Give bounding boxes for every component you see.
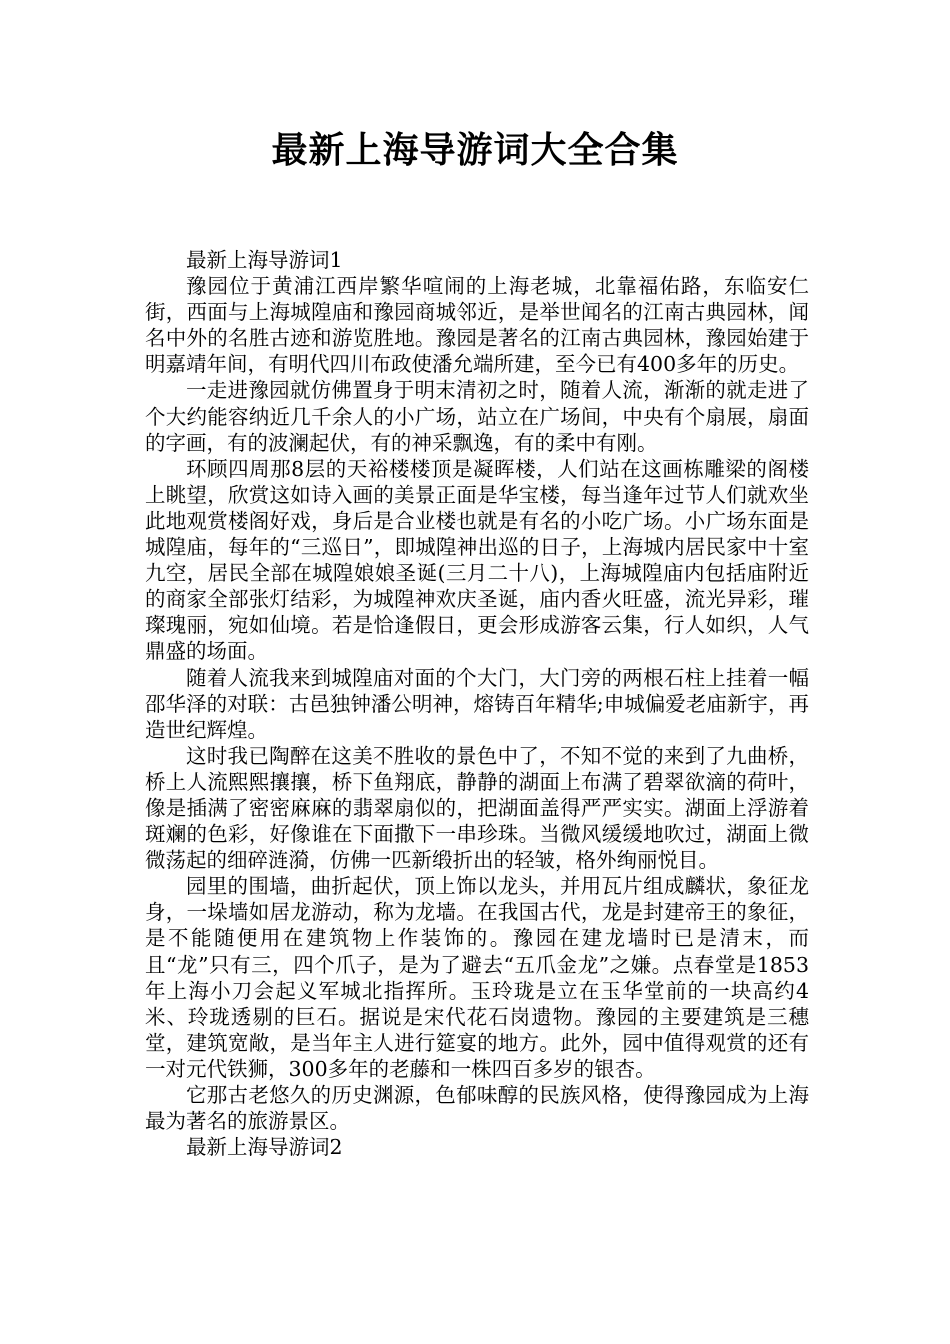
document-body (145, 247, 809, 1160)
document-title: 最新上海导游词大全合集 (271, 130, 679, 171)
paragraph: 豫园位于黄浦江西岸繁华喧闹的上海老城，北靠福佑路，东临安仁街，西面与上海城隍庙和豫园商城邻近，是举世闻名的江南古典园林，闻名中外的名胜古迹和游览胜地。豫园是著名的江南古典园林，豫园始建于明嘉靖年间，有明代四川布政使潘允端所建，至今已有400多年的历史。 (145, 274, 809, 377)
section-heading: 最新上海导游词2 (186, 1135, 343, 1160)
paragraph: 随着人流我来到城隍庙对面的个大门，大门旁的两根石柱上挂着一幅邵华泽的对联：古邑独钟潘公明神，熔铸百年精华;申城偏爱老庙新宇，再造世纪辉煌。 (145, 665, 809, 742)
paragraph: 它那古老悠久的历史渊源，色郁味醇的民族风格，使得豫园成为上海最为著名的旅游景区。 (145, 1083, 809, 1134)
paragraph: 园里的围墙，曲折起伏，顶上饰以龙头，并用瓦片组成麟状，象征龙身，一垛墙如居龙游动，称为龙墙。在我国古代，龙是封建帝王的象征，是不能随便用在建筑物上作装饰的。豫园在建龙墙时已是清末，而且“龙”只有三，四个爪子，是为了避去“五爪金龙”之嫌。点春堂是1853年上海小刀会起义军城北指挥所。玉玲珑是立在玉华堂前的一块高约4米、玲珑透剔的巨石。据说是宋代花石岗遗物。豫园的主要建筑是三穗堂，建筑宽敞，是当年主人进行筵宴的地方。此外，园中值得观赏的还有一对元代铁狮，300多年的老藤和一株四百多岁的银杏。 (145, 874, 809, 1081)
section-heading: 最新上海导游词1 (186, 248, 343, 272)
paragraph: 这时我已陶醉在这美不胜收的景色中了，不知不觉的来到了九曲桥，桥上人流熙熙攘攘，桥下鱼翔底，静静的湖面上布满了碧翠欲滴的荷叶，像是插满了密密麻麻的翡翠扇似的，把湖面盖得严严实实。湖面上浮游着斑斓的色彩，好像谁在下面撒下一串珍珠。当微风缓缓地吹过，湖面上微微荡起的细碎涟漪，仿佛一匹新缎折出的轻皱，格外绚丽悦目。 (145, 743, 809, 873)
paragraph: 环顾四周那8层的天裕楼楼顶是凝晖楼，人们站在这画栋雕梁的阁楼上眺望，欣赏这如诗入画的美景正面是华宝楼，每当逢年过节人们就欢坐此地观赏楼阁好戏，身后是合业楼也就是有名的小吃广场。小广场东面是城隍庙，每年的“三巡日”，即城隍神出巡的日子，上海城内居民家中十室九空，居民全部在城隍娘娘圣诞(三月二十八)，上海城隍庙内包括庙附近的商家全部张灯结彩，为城隍神欢庆圣诞，庙内香火旺盛，流光异彩，璀璨瑰丽，宛如仙境。若是恰逢假日，更会形成游客云集，行人如织，人气鼎盛的场面。 (145, 456, 809, 664)
paragraph: 一走进豫园就仿佛置身于明末清初之时，随着人流，渐渐的就走进了个大约能容纳近几千余人的小广场，站立在广场间，中央有个扇展，扇面的字画，有的波澜起伏，有的神采飘逸，有的柔中有刚。 (145, 378, 809, 455)
